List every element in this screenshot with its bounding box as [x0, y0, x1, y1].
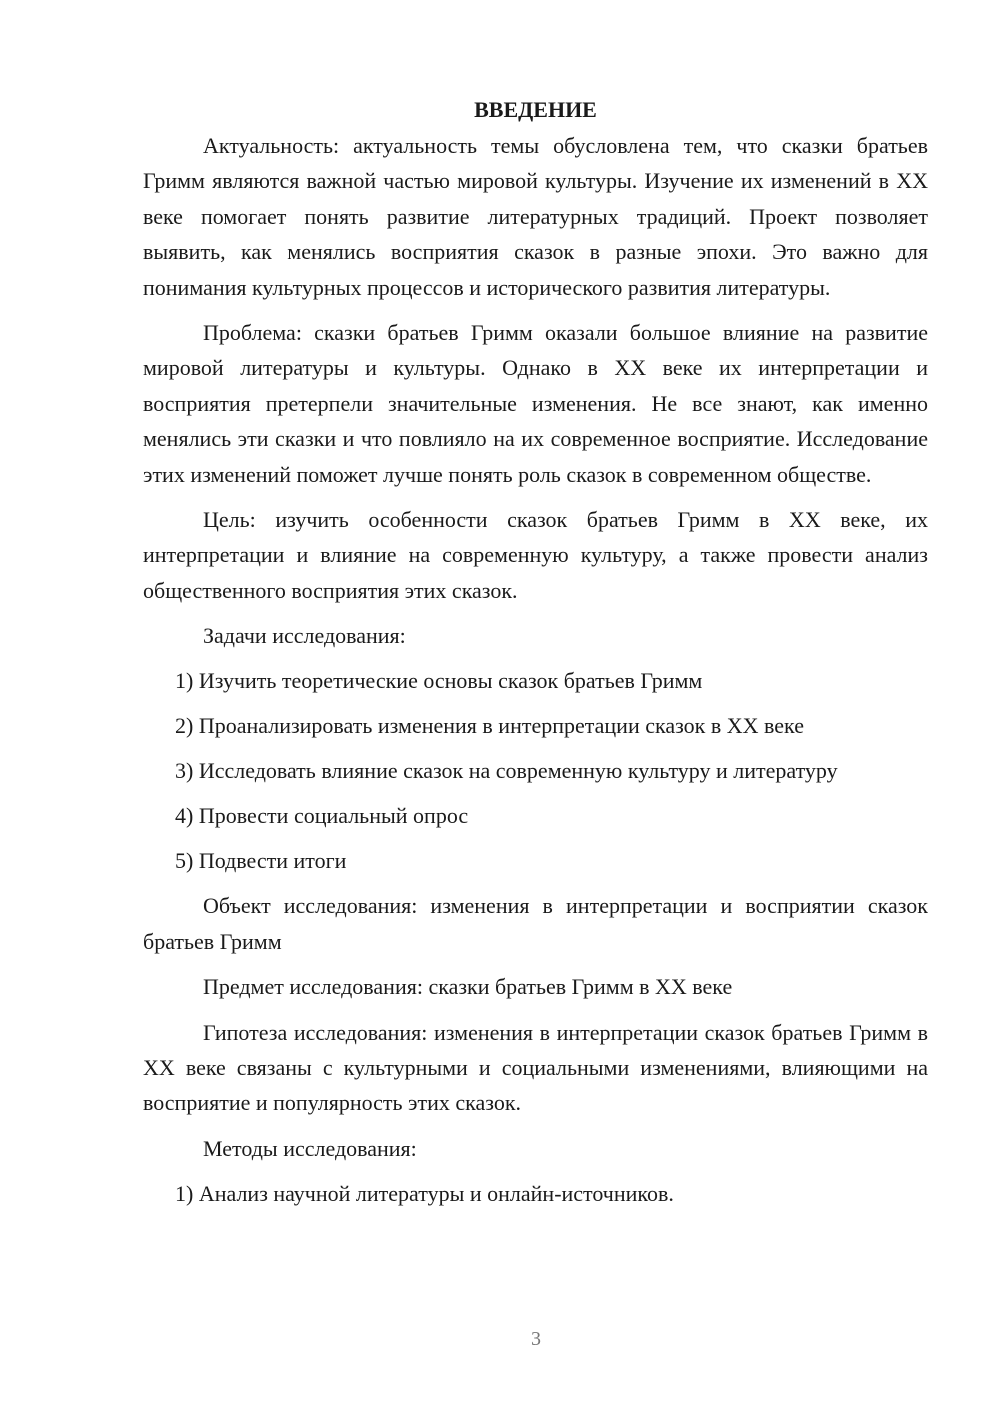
subject-paragraph: Предмет исследования: сказки братьев Гримм в XX веке: [203, 974, 733, 1000]
tasks-heading: Задачи исследования:: [203, 623, 406, 649]
task-item-3: 3) Исследовать влияние сказок на современную культуру и литературу: [175, 758, 838, 784]
document-page: [143, 92, 928, 1211]
relevance-paragraph: Актуальность: актуальность темы обусловлена тем, что сказки братьев Гримм являются важной частью мировой культуры. Изучение их изменений в XX веке помогает понять развитие литературных традиций. Проект позволяет выявить, как менялись восприятия сказок в разные эпохи. Это важно для понимания культурных процессов и исторического развития литературы.: [143, 133, 928, 300]
method-item-1: 1) Анализ научной литературы и онлайн-источников.: [175, 1180, 674, 1206]
object-paragraph: Объект исследования: изменения в интерпретации и восприятии сказок братьев Гримм: [143, 893, 928, 954]
methods-heading: Методы исследования:: [203, 1135, 417, 1161]
page-title: ВВЕДЕНИЕ: [474, 97, 597, 122]
task-item-1: 1) Изучить теоретические основы сказок братьев Гримм: [175, 668, 703, 694]
task-item-2: 2) Проанализировать изменения в интерпретации сказок в XX веке: [175, 713, 804, 739]
hypothesis-paragraph: Гипотеза исследования: изменения в интерпретации сказок братьев Гримм в XX веке связаны с культурными и социальными изменениями, влияющими на восприятие и популярность этих сказок.: [143, 1019, 928, 1116]
task-item-4: 4) Провести социальный опрос: [175, 803, 469, 829]
goal-paragraph: Цель: изучить особенности сказок братьев Гримм в XX веке, их интерпретации и влияние на современную культуру, а также провести анализ общественного восприятия этих сказок.: [143, 507, 928, 603]
task-item-5: 5) Подвести итоги: [175, 848, 347, 874]
page-number: 3: [531, 1328, 541, 1350]
problem-paragraph: Проблема: сказки братьев Гримм оказали большое влияние на развитие мировой литературы и культуры. Однако в XX веке их интерпретации и восприятия претерпели значительные изменения. Не все знают, как именно менялись эти сказки и что повлияло на их современное восприятие. Исследование этих изменений поможет лучше понять роль сказок в современном обществе.: [143, 320, 928, 487]
